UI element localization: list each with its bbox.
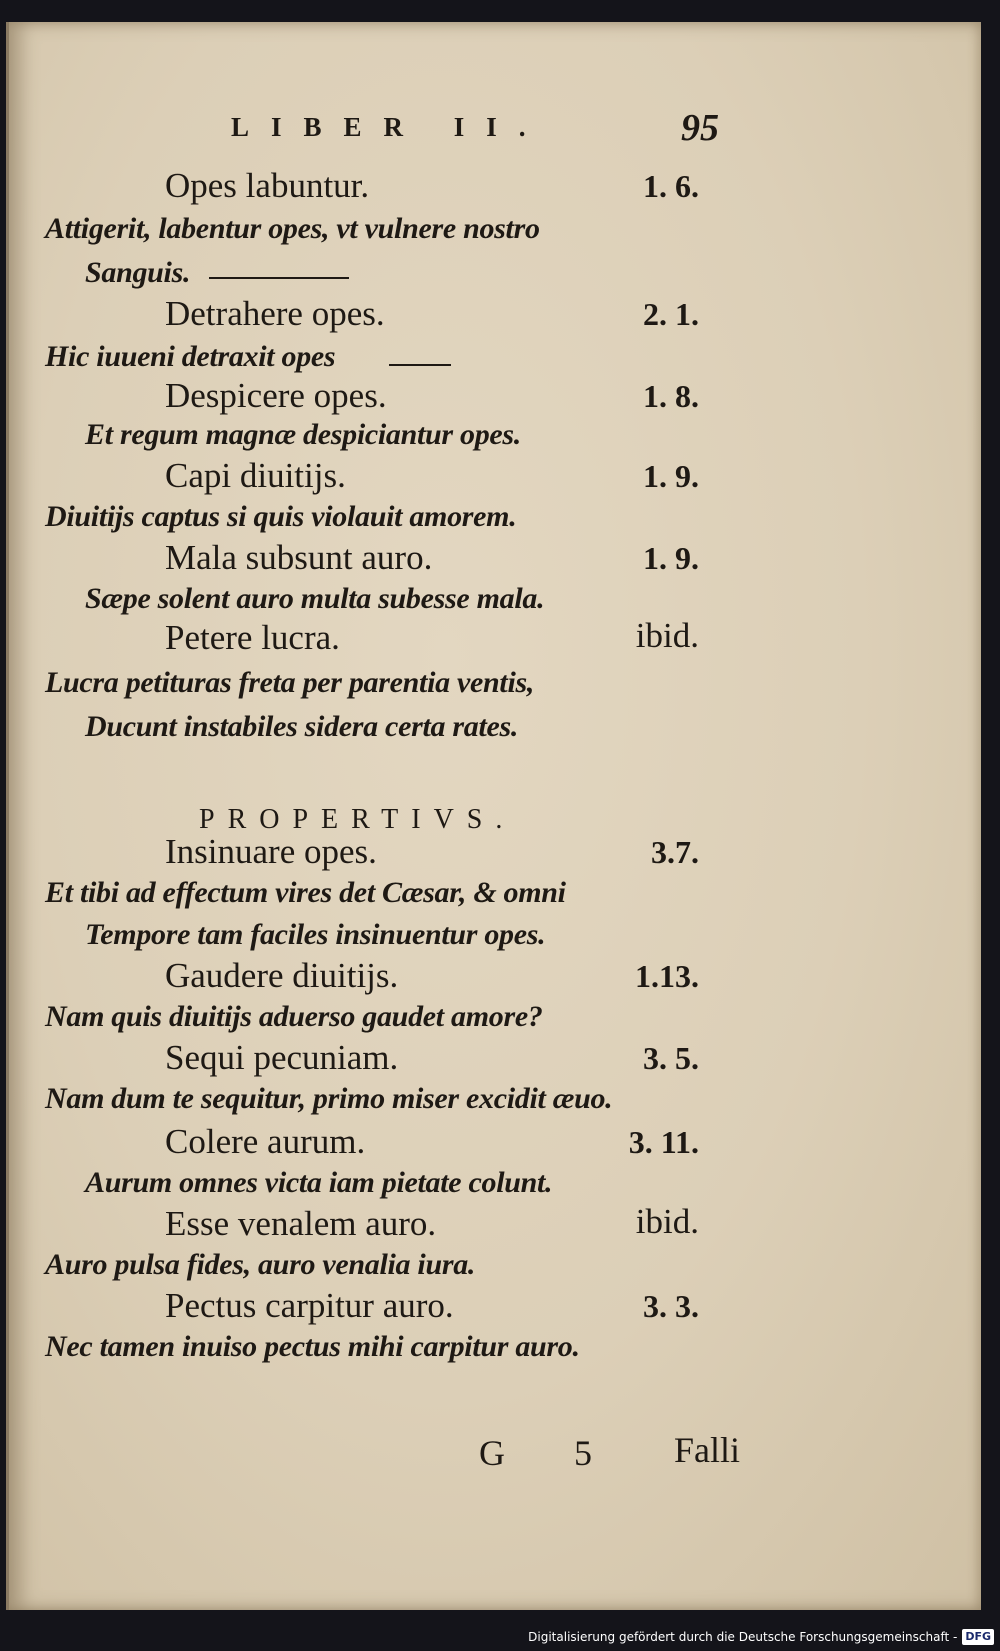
- entry-reference: 3.7.: [651, 834, 699, 870]
- entry-quote: Nam dum te sequitur, primo miser excidit æuo.: [45, 1082, 613, 1115]
- rule-line: [209, 277, 349, 279]
- entry-quote: Attigerit, labentur opes, vt vulnere nostro: [45, 212, 540, 245]
- entry-reference: ibid.: [635, 616, 699, 655]
- entry-reference: 1. 9.: [643, 540, 699, 576]
- entry-quote: Diuitijs captus si quis violauit amorem.: [45, 500, 517, 533]
- digitization-footer: [528, 1626, 994, 1648]
- signature-mark: G 5: [479, 1433, 622, 1473]
- rule-line: [389, 364, 451, 366]
- entry-quote: Tempore tam faciles insinuentur opes.: [85, 918, 546, 951]
- entry-reference: 1. 8.: [643, 378, 699, 414]
- entry-phrase: Capi diuitijs.: [165, 456, 346, 495]
- dfg-logo: DFG: [962, 1629, 994, 1645]
- section-heading: PROPERTIVS.: [199, 804, 516, 835]
- entry-phrase: Esse venalem auro.: [165, 1204, 437, 1243]
- entry-reference: 1. 9.: [643, 458, 699, 494]
- entry-quote: Hic iuueni detraxit opes: [45, 340, 336, 373]
- page-number: 95: [681, 107, 719, 149]
- running-head: LIBER II.: [231, 112, 548, 142]
- entry-quote: Auro pulsa fides, auro venalia iura.: [45, 1248, 476, 1281]
- entry-reference: ibid.: [635, 1202, 699, 1241]
- footer-text: Digitalisierung gefördert durch die Deutsche Forschungsgemeinschaft -: [528, 1630, 958, 1644]
- entry-reference: 2. 1.: [643, 296, 699, 332]
- entry-quote: Nec tamen inuiso pectus mihi carpitur auro.: [45, 1330, 580, 1363]
- entry-reference: 3. 5.: [643, 1040, 699, 1076]
- entry-phrase: Gaudere diuitijs.: [165, 956, 399, 995]
- entry-quote: Nam quis diuitijs aduerso gaudet amore?: [45, 1000, 543, 1033]
- entry-phrase: Petere lucra.: [165, 618, 340, 657]
- catchword: Falli: [674, 1430, 741, 1470]
- entry-reference: 3. 11.: [628, 1124, 699, 1160]
- book-page: [6, 22, 981, 1610]
- entry-phrase: Despicere opes.: [165, 376, 387, 415]
- entry-quote: Lucra petituras freta per parentia ventis,: [45, 666, 535, 699]
- entry-phrase: Detrahere opes.: [165, 294, 385, 333]
- entry-phrase: Colere aurum.: [165, 1122, 366, 1161]
- entry-quote: Et regum magnæ despiciantur opes.: [85, 418, 521, 451]
- entry-quote: Et tibi ad effectum vires det Cæsar, & omni: [45, 876, 566, 909]
- entry-phrase: Sequi pecuniam.: [165, 1038, 399, 1077]
- entry-quote: Sæpe solent auro multa subesse mala.: [85, 582, 545, 615]
- entry-phrase: Insinuare opes.: [165, 832, 377, 871]
- entry-quote: Ducunt instabiles sidera certa rates.: [85, 710, 519, 743]
- entry-reference: 1.13.: [635, 958, 699, 994]
- entry-quote: Sanguis.: [85, 256, 191, 289]
- entry-phrase: Opes labuntur.: [165, 166, 370, 205]
- entry-quote: Aurum omnes victa iam pietate colunt.: [85, 1166, 553, 1199]
- entry-reference: 3. 3.: [643, 1288, 699, 1324]
- entry-phrase: Pectus carpitur auro.: [165, 1286, 454, 1325]
- entry-phrase: Mala subsunt auro.: [165, 538, 433, 577]
- entry-reference: 1. 6.: [643, 168, 699, 204]
